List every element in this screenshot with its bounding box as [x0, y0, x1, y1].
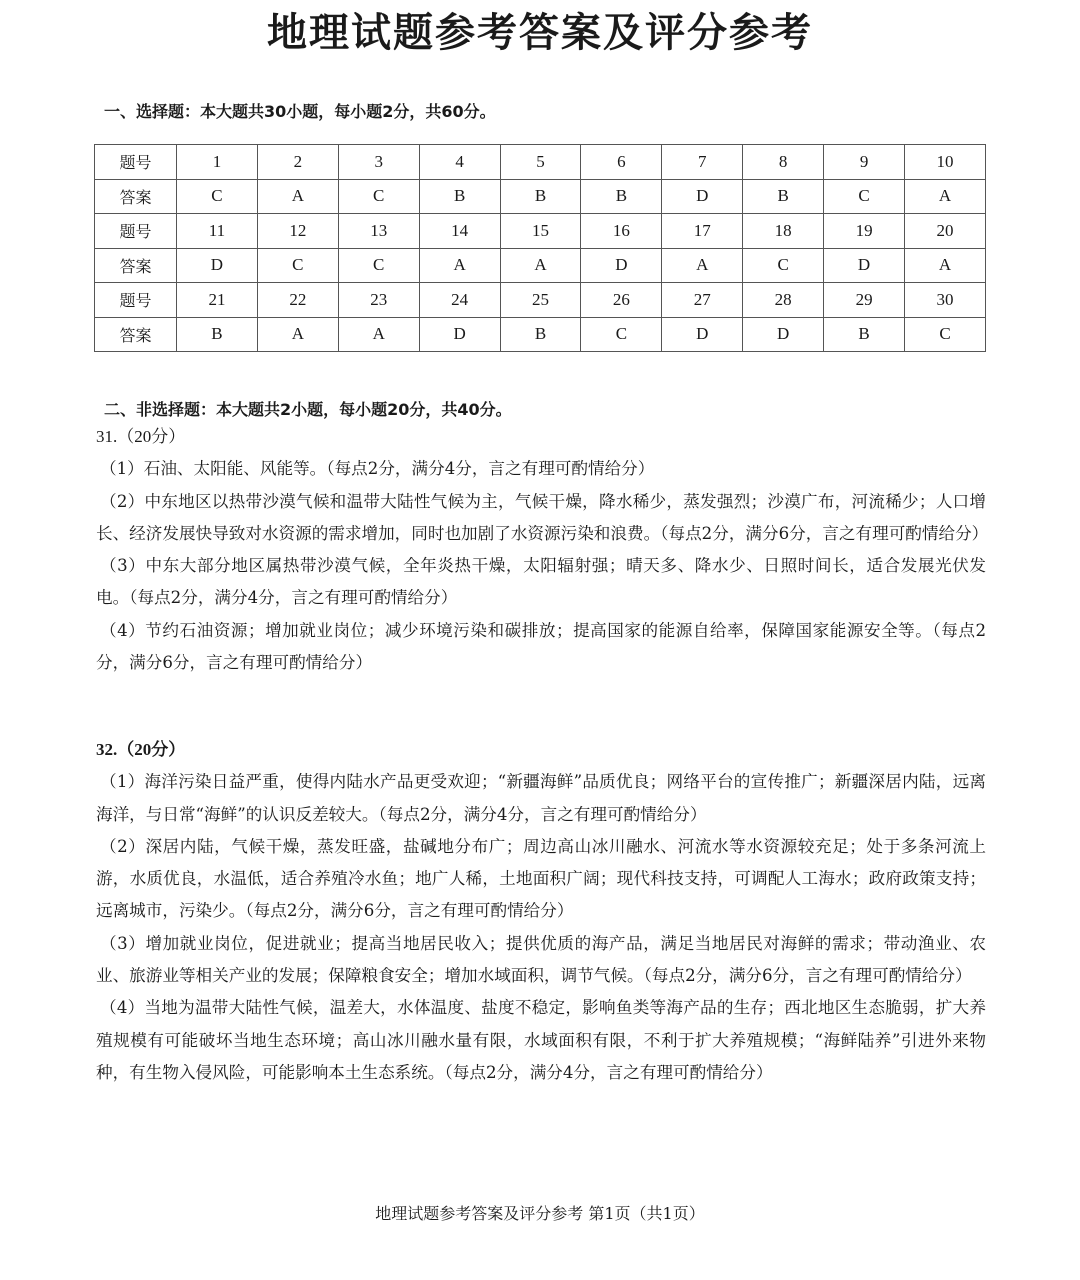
question-number-cell: 16 [581, 214, 662, 249]
answer-letter-cell: B [177, 317, 258, 352]
question-number-cell: 9 [824, 145, 905, 180]
question-number-cell: 12 [257, 214, 338, 249]
answer-letter-cell: B [500, 317, 581, 352]
question-number-cell: 11 [177, 214, 258, 249]
question-number-cell: 25 [500, 283, 581, 318]
question-number-cell: 2 [257, 145, 338, 180]
answer-letter-cell: A [257, 179, 338, 214]
answer-row [95, 317, 986, 352]
answer-table [94, 144, 986, 352]
question-number-cell: 7 [662, 145, 743, 180]
answer-letter-cell: D [662, 179, 743, 214]
question-number-cell: 29 [824, 283, 905, 318]
question-number-cell: 1 [177, 145, 258, 180]
question-32-part-4: （4）当地为温带大陆性气候，温差大，水体温度、盐度不稳定，影响鱼类等海产品的生存；西北地区生态脆弱，扩大养殖规模有可能破坏当地生态环境；高山冰川融水量有限，水域面积有限，不利于扩大养殖规模；“海鲜陆养”引进外来物种，有生物入侵风险，可能影响本土生态系统。（每点2分，满分4分，言之有理可酌情给分） [96, 998, 986, 1082]
question-number-cell: 10 [905, 145, 986, 180]
question-number-cell: 27 [662, 283, 743, 318]
question-31-part-2: （2）中东地区以热带沙漠气候和温带大陆性气候为主，气候干燥，降水稀少，蒸发强烈；沙漠广布，河流稀少；人口增长、经济发展快导致对水资源的需求增加，同时也加剧了水资源污染和浪费。（每点2分，满分6分，言之有理可酌情给分） [96, 491, 989, 543]
answer-letter-cell: A [905, 248, 986, 283]
question-number-cell: 22 [257, 283, 338, 318]
question-32-part-3: （3）增加就业岗位，促进就业；提高当地居民收入；提供优质的海产品，满足当地居民对海鲜的需求；带动渔业、农业、旅游业等相关产业的发展；保障粮食安全；增加水域面积，调节气候。（每点2分，满分6分，言之有理可酌情给分） [96, 933, 986, 986]
row-label-number: 题号 [95, 145, 177, 180]
answer-letter-cell: D [419, 317, 500, 352]
answer-letter-cell: B [581, 179, 662, 214]
question-number-cell: 21 [177, 283, 258, 318]
question-number-cell: 6 [581, 145, 662, 180]
row-label-answer: 答案 [95, 179, 177, 214]
section2-heading: 二、非选择题：本大题共2小题，每小题20分，共40分。 [104, 400, 512, 419]
answer-letter-cell: A [257, 317, 338, 352]
row-label-answer: 答案 [95, 317, 177, 352]
question-31-part-1: （1）石油、太阳能、风能等。（每点2分，满分4分，言之有理可酌情给分） [100, 459, 655, 479]
row-label-number: 题号 [95, 283, 177, 318]
question-31-part-3: （3）中东大部分地区属热带沙漠气候，全年炎热干燥，太阳辐射强；晴天多、降水少、日照时间长，适合发展光伏发电。（每点2分，满分4分，言之有理可酌情给分） [96, 556, 986, 608]
answer-letter-cell: D [662, 317, 743, 352]
answer-letter-cell: B [419, 179, 500, 214]
question-number-cell: 15 [500, 214, 581, 249]
answer-letter-cell: C [743, 248, 824, 283]
question-number-cell: 28 [743, 283, 824, 318]
number-row [95, 283, 986, 318]
question-number-cell: 14 [419, 214, 500, 249]
answer-letter-cell: C [338, 248, 419, 283]
number-row [95, 214, 986, 249]
answer-letter-cell: B [824, 317, 905, 352]
answer-letter-cell: A [500, 248, 581, 283]
answer-letter-cell: B [743, 179, 824, 214]
answer-letter-cell: D [177, 248, 258, 283]
row-label-number: 题号 [95, 214, 177, 249]
answer-letter-cell: C [824, 179, 905, 214]
answer-row [95, 248, 986, 283]
answer-letter-cell: A [662, 248, 743, 283]
answer-letter-cell: A [338, 317, 419, 352]
answer-letter-cell: D [824, 248, 905, 283]
question-number-cell: 23 [338, 283, 419, 318]
answer-letter-cell: B [500, 179, 581, 214]
question-31-heading: 31.（20分） [96, 427, 186, 446]
answer-table-body [95, 145, 986, 352]
answer-letter-cell: C [581, 317, 662, 352]
number-row [95, 145, 986, 180]
section1-heading: 一、选择题：本大题共30小题，每小题2分，共60分。 [104, 102, 496, 121]
question-32-part-2: （2）深居内陆，气候干燥，蒸发旺盛，盐碱地分布广；周边高山冰川融水、河流水等水资源较充足；处于多条河流上游，水质优良，水温低，适合养殖冷水鱼；地广人稀，土地面积广阔；现代科技支持，可调配人工海水；政府政策支持；远离城市，污染少。（每点2分，满分6分，言之有理可酌情给分） [96, 836, 986, 921]
answer-letter-cell: A [905, 179, 986, 214]
question-number-cell: 8 [743, 145, 824, 180]
question-number-cell: 19 [824, 214, 905, 249]
answer-letter-cell: A [419, 248, 500, 283]
answer-letter-cell: C [905, 317, 986, 352]
answer-letter-cell: C [177, 179, 258, 214]
question-number-cell: 13 [338, 214, 419, 249]
question-number-cell: 17 [662, 214, 743, 249]
question-number-cell: 5 [500, 145, 581, 180]
question-32-part-1: （1）海洋污染日益严重，使得内陆水产品更受欢迎；“新疆海鲜”品质优良；网络平台的宣传推广；新疆深居内陆，远离海洋，与日常“海鲜”的认识反差较大。（每点2分，满分4分，言之有理可酌情给分） [96, 772, 986, 824]
question-32-heading: 32.（20分） [96, 740, 186, 759]
answer-letter-cell: D [743, 317, 824, 352]
row-label-answer: 答案 [95, 248, 177, 283]
question-number-cell: 26 [581, 283, 662, 318]
answer-row [95, 179, 986, 214]
question-31-part-4: （4）节约石油资源；增加就业岗位；减少环境污染和碳排放；提高国家的能源自给率，保障国家能源安全等。（每点2分，满分6分，言之有理可酌情给分） [96, 620, 986, 673]
answer-letter-cell: C [257, 248, 338, 283]
page-footer: 地理试题参考答案及评分参考 第1页（共1页） [375, 1204, 705, 1223]
question-32 [96, 734, 986, 1089]
question-number-cell: 4 [419, 145, 500, 180]
page-title: 地理试题参考答案及评分参考 [267, 10, 813, 56]
question-number-cell: 20 [905, 214, 986, 249]
answer-letter-cell: D [581, 248, 662, 283]
question-31 [96, 421, 989, 679]
question-number-cell: 18 [743, 214, 824, 249]
question-number-cell: 24 [419, 283, 500, 318]
question-number-cell: 30 [905, 283, 986, 318]
question-number-cell: 3 [338, 145, 419, 180]
answer-letter-cell: C [338, 179, 419, 214]
